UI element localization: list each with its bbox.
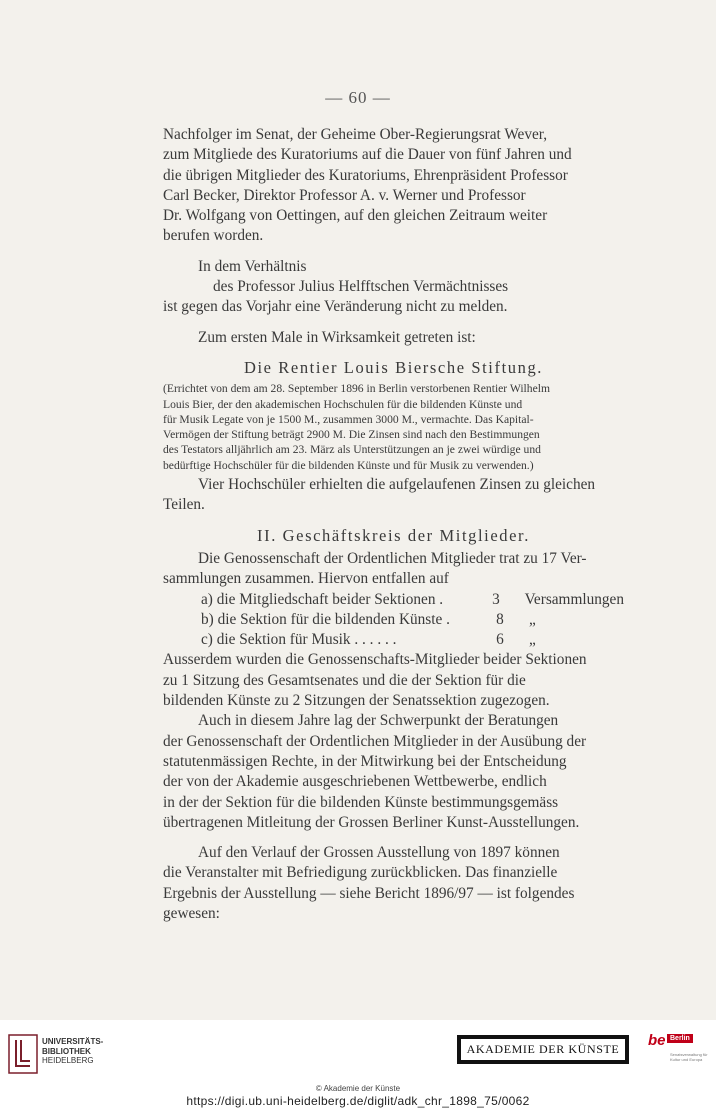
university-library-name (42, 1037, 103, 1066)
paragraph-5 (163, 549, 624, 590)
text-line: Nachfolger im Senat, der Geheime Ober-Regierungsrat Wever, (163, 126, 548, 143)
university-library-logo-icon (8, 1034, 38, 1074)
paragraph-1 (163, 125, 624, 247)
text-line: der von der Akademie ausgeschriebenen Wettbewerbe, endlich (163, 773, 547, 791)
text-line: zu 1 Sitzung des Gesamtsenates und die der Sektion für die (163, 671, 526, 689)
note-line: des Testators alljährlich am 23. März als Unterstützungen an je zwei würdige und (163, 443, 541, 457)
meeting-list (163, 590, 624, 651)
viewer-footer (0, 1020, 716, 1111)
paragraph-6 (163, 650, 624, 711)
list-item (201, 630, 624, 650)
list-item-label: a) die Mitgliedschaft beider Sektionen . (201, 590, 444, 608)
paragraph-4 (163, 475, 624, 516)
page-body (163, 125, 624, 924)
text-line: Auch in diesem Jahre lag der Schwerpunkt der Beratungen (198, 712, 559, 730)
paragraph-8 (163, 843, 624, 924)
text-line: In dem Verhältnis (198, 257, 307, 275)
berlin-subtitle: Senatsverwaltung für Kultur und Europa (670, 1052, 708, 1062)
library-line: HEIDELBERG (42, 1056, 94, 1065)
berlin-be-mark: be (648, 1032, 666, 1049)
library-line: BIBLIOTHEK (42, 1046, 91, 1056)
foundation-note (163, 381, 624, 473)
paragraph-7 (163, 711, 624, 833)
text-line: die übrigen Mitglieder des Kuratoriums, Ehrenpräsident Professor (163, 166, 568, 184)
text-line: bildenden Künste zu 2 Sitzungen der Senatssektion zugezogen. (163, 692, 550, 710)
permalink-url[interactable]: https://digi.ub.uni-heidelberg.de/diglit/adk_chr_1898_75/0062 (186, 1094, 530, 1108)
note-line: bedürftige Hochschüler für die bildenden Künste und für Musik zu verwenden.) (163, 458, 534, 472)
list-item (201, 590, 624, 610)
note-line: für Musik Legate von je 1500 M., zusammen 3000 M., vermachte. Das Kapital- (163, 412, 534, 426)
foundation-heading: Die Rentier Louis Biersche Stiftung. (243, 357, 544, 377)
note-line: Vermögen der Stiftung beträgt 2900 M. Die Zinsen sind nach den Bestimmungen (163, 428, 540, 442)
text-line: Auf den Verlauf der Grossen Ausstellung von 1897 können (198, 844, 560, 862)
text-line: zum Mitgliede des Kuratoriums auf die Dauer von fünf Jahren und (163, 146, 572, 164)
text-line: ist gegen das Vorjahr eine Veränderung nicht zu melden. (163, 298, 508, 316)
list-item-unit: „ (529, 610, 536, 628)
list-item-count: 8 (496, 610, 504, 628)
academy-logo-label: AKADEMIE DER KÜNSTE (460, 1038, 626, 1061)
list-item-label: c) die Sektion für Musik . . . . . . (201, 631, 397, 649)
text-line: berufen worden. (163, 227, 264, 245)
text-line: Carl Becker, Direktor Professor A. v. Werner und Professor (163, 186, 526, 204)
list-item-count: 6 (496, 631, 504, 649)
text-line: übertragenen Mitleitung der Grossen Berliner Kunst-Ausstellungen. (163, 813, 580, 831)
text-line: Teilen. (163, 496, 205, 514)
list-item (201, 610, 624, 630)
list-item-unit: „ (529, 631, 536, 649)
page-number: — 60 — (325, 88, 391, 107)
paragraph-3: Zum ersten Male in Wirksamkeit getreten ist: (198, 328, 476, 346)
text-line: in der der Sektion für die bildenden Künste bestimmungsgemäss (163, 793, 559, 811)
library-line: UNIVERSITÄTS- (42, 1037, 104, 1046)
text-line: die Veranstalter mit Befriedigung zurückblicken. Das finanzielle (163, 864, 558, 882)
paragraph-2 (163, 257, 624, 318)
text-line: Die Genossenschaft der Ordentlichen Mitglieder trat zu 17 Ver- (198, 549, 587, 567)
berlin-badge: Berlin (667, 1034, 693, 1043)
berlin-senate-logo[interactable] (648, 1032, 710, 1077)
text-line: der Genossenschaft der Ordentlichen Mitglieder in der Ausübung der (163, 732, 587, 750)
copyright-notice: © Akademie der Künste (315, 1084, 401, 1093)
text-line: Dr. Wolfgang von Oettingen, auf den gleichen Zeitraum weiter (163, 207, 548, 225)
text-line: des Professor Julius Helfftschen Vermächtnisses (213, 278, 509, 296)
text-line: gewesen: (163, 904, 220, 922)
text-line: Ausserdem wurden die Genossenschafts-Mitglieder beider Sektionen (163, 651, 587, 669)
section-heading: II. Geschäftskreis der Mitglieder. (257, 525, 530, 545)
text-line: sammlungen zusammen. Hiervon entfallen auf (163, 570, 449, 588)
list-item-unit: Versammlungen (524, 590, 624, 608)
academy-logo[interactable] (457, 1035, 629, 1064)
text-line: Vier Hochschüler erhielten die aufgelaufenen Zinsen zu gleichen (198, 476, 596, 494)
note-line: (Errichtet von dem am 28. September 1896 in Berlin verstorbenen Rentier Wilhelm (163, 382, 550, 396)
text-line: statutenmässigen Rechte, in der Mitwirkung bei der Entscheidung (163, 752, 567, 770)
text-line: Ergebnis der Ausstellung — siehe Bericht 1896/97 — ist folgendes (163, 884, 575, 902)
note-line: Louis Bier, der den akademischen Hochschulen für die bildenden Künste und (163, 397, 523, 411)
list-item-count: 3 (492, 590, 500, 608)
list-item-label: b) die Sektion für die bildenden Künste . (201, 610, 450, 628)
